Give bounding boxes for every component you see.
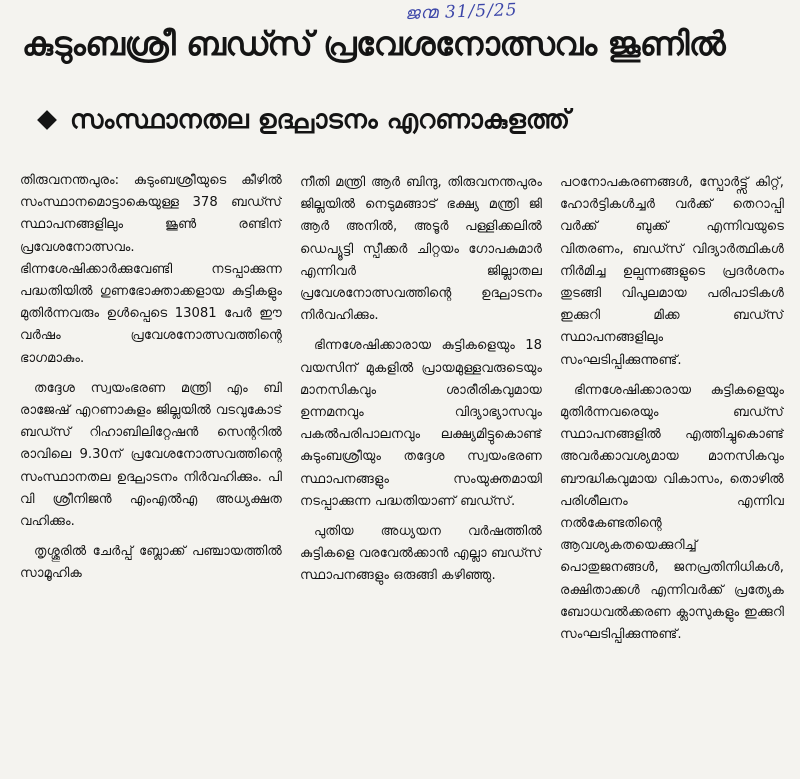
paragraph: നീതി മന്ത്രി ആർ ബിന്ദു, തിരുവനന്തപുരം ജില്ലയിൽ നെടുമങ്ങാട് ഭക്ഷ്യ മന്ത്രി ജി ആർ അനിൽ, അടൂർ പള്ളിക്കലിൽ ഡെപ്യൂട്ടി സ്പീക്കർ ചിറ്റയം ഗോപകുമാർ എന്നിവർ ജില്ലാതല പ്രവേശനോത്സവത്തിന്റെ ഉദ്ഘാടനം നിർവഹിക്കും. (300, 175, 542, 324)
paragraph: തൃശ്ശൂരിൽ ചേർപ്പ് ബ്ലോക്ക് പഞ്ചായത്തിൽ സാമൂഹിക (20, 544, 282, 582)
paragraph: തിരുവനന്തപുരം: കുടുംബശ്രീയുടെ കീഴിൽ സംസ്ഥാനമൊട്ടാകെയുള്ള 378 ബഡ്സ് സ്ഥാപനങ്ങളിലും ജൂൺ രണ്ടിന് പ്രവേശനോത്സവം. ഭിന്നശേഷിക്കാർക്കുവേണ്ടി നടപ്പാക്കുന്ന പദ്ധതിയിൽ ഗുണഭോക്താക്കളായ കുട്ടികളും മുതിർന്നവരും ഉൾപ്പെടെ 13081 പേർ ഈ വർഷം പ്രവേശനോത്സവത്തിന്റെ ഭാഗമാകും. (20, 173, 282, 366)
article-column-2 (300, 172, 542, 772)
subheadline: സംസ്ഥാനതല ഉദ്ഘാടനം എറണാകുളത്ത് (70, 105, 570, 135)
subheadline-row (40, 100, 570, 140)
article-column-1 (20, 170, 282, 770)
handwritten-date: ജന്മ 31/5/25 (404, 0, 518, 24)
article-column-3 (560, 172, 784, 772)
diamond-bullet-icon (37, 110, 57, 130)
paragraph: പഠനോപകരണങ്ങൾ, സ്പോർട്ട്സ് കിറ്റ്, ഹോർട്ടികൾച്ചർ വർക്ക് തെറാപ്പി വർക്ക് ബുക്ക് എന്നിവയുടെ വിതരണം, ബഡ്സ് വിദ്യാർത്ഥികൾ നിർമിച്ച ഉല്പന്നങ്ങളുടെ പ്രദർശനം തുടങ്ങി വിപുലമായ പരിപാടികൾ ഇക്കുറി മിക്ക ബഡ്സ് സ്ഥാപനങ്ങളിലും സംഘടിപ്പിക്കുന്നുണ്ട്. (560, 175, 784, 368)
paragraph: തദ്ദേശ സ്വയംഭരണ മന്ത്രി എം ബി രാജേഷ് എറണാകുളം ജില്ലയിൽ വടവുകോട് ബഡ്സ് റിഹാബിലിറ്റേഷൻ സെന്ററിൽ രാവിലെ 9.30ന് പ്രവേശനോത്സവത്തിന്റെ സംസ്ഥാനതല ഉദ്ഘാടനം നിർവഹിക്കും. പി വി ശ്രീനിജൻ എംഎൽഎ അധ്യക്ഷത വഹിക്കും. (20, 380, 282, 530)
paragraph: ഭിന്നശേഷിക്കാരായ കുട്ടികളെയും 18 വയസിന് മുകളിൽ പ്രായമുള്ളവരുടെയും മാനസികവും ശാരീരികവുമായ ഉന്നമനവും വിദ്യാഭ്യാസവും പകൽപരിപാലനവും ലക്ഷ്യമിട്ടുകൊണ്ട് കുടുംബശ്രീയും തദ്ദേശ സ്വയംഭരണ സ്ഥാപനങ്ങളും സംയുക്തമായി നടപ്പാക്കുന്ന പദ്ധതിയാണ് ബഡ്സ്. (300, 338, 542, 509)
paragraph: ഭിന്നശേഷിക്കാരായ കുട്ടികളെയും മുതിർന്നവരെയും ബഡ്സ് സ്ഥാപനങ്ങളിൽ എത്തിച്ചുകൊണ്ട് അവർക്കാവശ്യമായ മാനസികവും ബൗദ്ധികവുമായ വികാസം, തൊഴിൽ പരിശീലനം എന്നിവ നൽകേണ്ടതിന്റെ ആവശ്യകതയെക്കുറിച്ച് പൊതുജനങ്ങൾ, ജനപ്രതിനിധികൾ, രക്ഷിതാക്കൾ എന്നിവർക്ക് പ്രത്യേക ബോധവൽക്കരണ ക്ലാസുകളും ഇക്കുറി സംഘടിപ്പിക്കുന്നുണ്ട്. (560, 382, 784, 643)
paragraph: പുതിയ അധ്യയന വർഷത്തിൽ കുട്ടികളെ വരവേൽക്കാൻ എല്ലാ ബഡ്സ് സ്ഥാപനങ്ങളും ഒരുങ്ങി കഴിഞ്ഞു. (300, 524, 542, 584)
headline: കുടുംബശ്രീ ബഡ്സ് പ്രവേശനോത്സവം ജൂണിൽ (22, 24, 726, 63)
